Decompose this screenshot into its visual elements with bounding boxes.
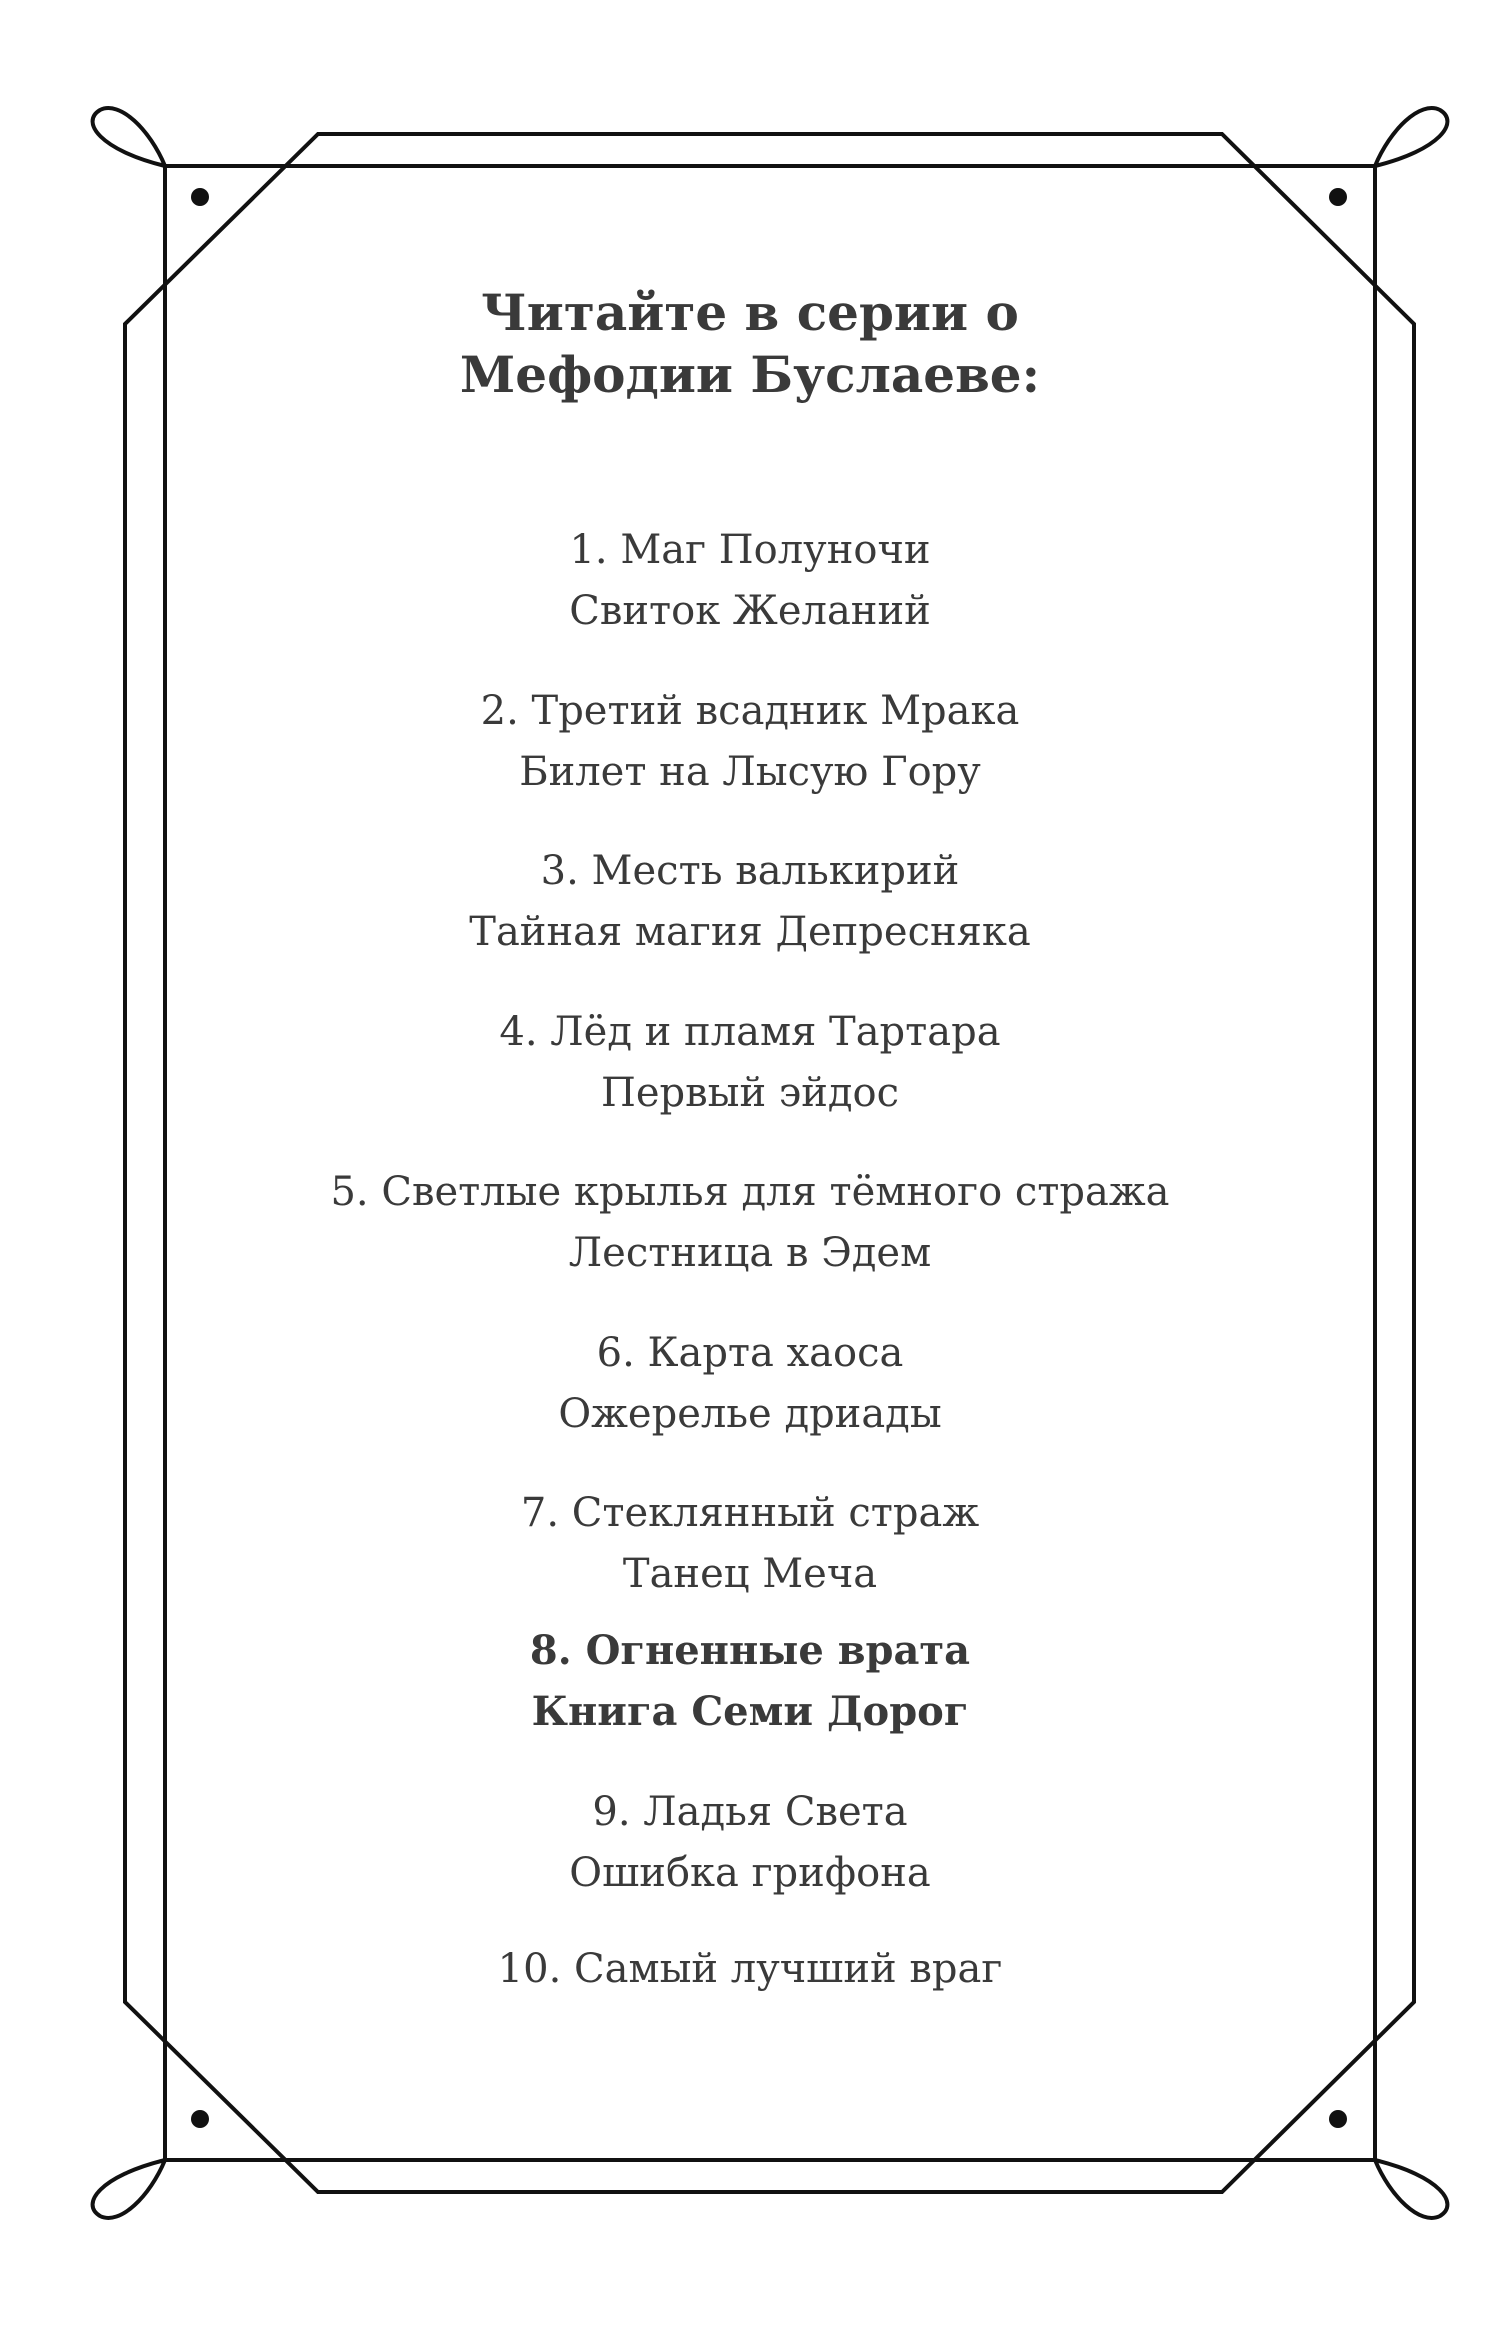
book-3-title: 3. Месть валькирий bbox=[540, 848, 960, 894]
book-10-title: 10. Самый лучший враг bbox=[497, 1946, 1003, 1992]
book-6-subtitle: Ожерелье дриады bbox=[558, 1391, 942, 1437]
book-7-subtitle: Танец Меча bbox=[622, 1551, 878, 1597]
book-5-title: 5. Светлые крылья для тёмного стража bbox=[330, 1169, 1170, 1215]
corner-dot-bottom-right bbox=[1329, 2110, 1347, 2128]
corner-loop-top-right bbox=[1375, 108, 1447, 166]
page-title bbox=[300, 282, 1200, 406]
book-3-subtitle: Тайная магия Депресняка bbox=[469, 909, 1031, 955]
book-7-title: 7. Стеклянный страж bbox=[520, 1490, 980, 1536]
book-9-title: 9. Ладья Света bbox=[592, 1789, 908, 1835]
corner-dot-top-left bbox=[191, 188, 209, 206]
book-2-title: 2. Третий всадник Мрака bbox=[480, 688, 1020, 734]
book-9-subtitle: Ошибка грифона bbox=[569, 1850, 931, 1896]
book-1-title: 1. Маг Полуночи bbox=[569, 527, 931, 573]
corner-loop-bottom-right bbox=[1375, 2160, 1447, 2218]
book-4-subtitle: Первый эйдос bbox=[600, 1070, 900, 1116]
corner-loop-top-left bbox=[93, 108, 165, 166]
title-line-2: Мефодии Буслаеве: bbox=[459, 345, 1041, 404]
book-2-subtitle: Билет на Лысую Гору bbox=[519, 749, 981, 795]
book-8-title: 8. Огненные врата bbox=[529, 1627, 971, 1674]
title-line-1: Читайте в серии о bbox=[481, 283, 1019, 342]
book-6-title: 6. Карта хаоса bbox=[596, 1330, 904, 1376]
book-1-subtitle: Свиток Желаний bbox=[569, 588, 931, 634]
book-4-title: 4. Лёд и пламя Тартара bbox=[499, 1009, 1001, 1055]
book-8-subtitle: Книга Семи Дорог bbox=[531, 1688, 969, 1735]
corner-dot-bottom-left bbox=[191, 2110, 209, 2128]
book-5-subtitle: Лестница в Эдем bbox=[568, 1230, 932, 1276]
corner-dot-top-right bbox=[1329, 188, 1347, 206]
page-content bbox=[300, 0, 1200, 2328]
corner-loop-bottom-left bbox=[93, 2160, 165, 2218]
